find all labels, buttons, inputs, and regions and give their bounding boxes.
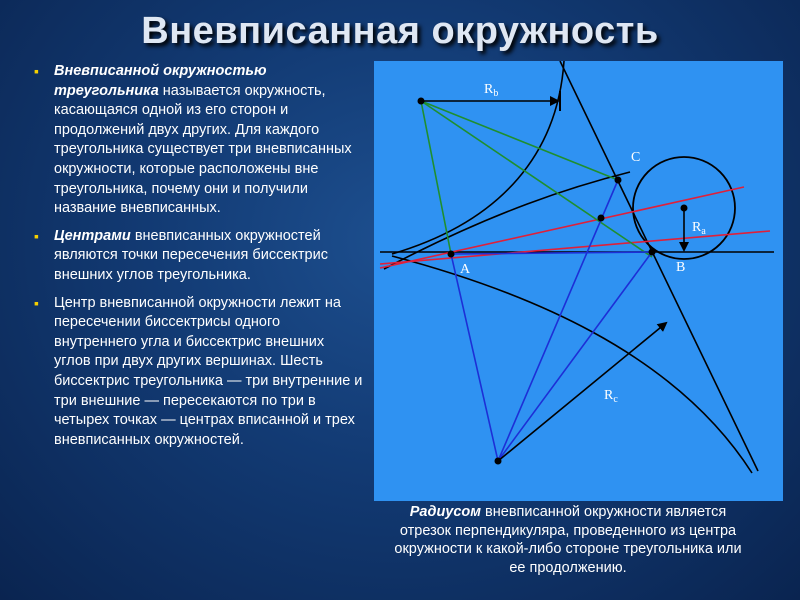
caption-term: Радиусом (409, 504, 482, 520)
label-c: C (631, 150, 641, 165)
diagram-panel (374, 61, 783, 501)
radius-c-arrow (498, 323, 666, 461)
label-a: A (460, 262, 471, 277)
bullet-icon: ▪ (34, 294, 39, 311)
point-incenter (598, 215, 605, 222)
definition-term: Вневписанной окружностью треугольника (54, 63, 267, 99)
centers-term: Центрами (54, 227, 131, 244)
point-rb-center (418, 98, 425, 105)
point-c (615, 177, 622, 184)
red-bisector-1 (380, 187, 744, 268)
caption-body: вневписанной окружности является отрезок перпендикуляра, проведенного из центра окружности к какой-либо стороне треугольника или ее продолжению. (394, 504, 742, 576)
paragraph-centers (34, 227, 364, 286)
point-ra-center (681, 205, 688, 212)
blue-line-1 (451, 254, 498, 461)
paragraph-definition (34, 62, 364, 219)
label-b: B (676, 260, 686, 275)
label-rc: $R_c$ (604, 388, 618, 405)
label-ra: $R_a$ (692, 220, 706, 237)
bullet-icon: ▪ (34, 63, 39, 79)
bullet-icon: ▪ (34, 227, 39, 244)
point-rc-center (495, 458, 502, 465)
centers-body: вневписанных окружностей являются точки пересечения биссектрис внешних углов треугольника. (54, 227, 328, 283)
radius-caption (388, 503, 748, 577)
excircle-b-arc (392, 61, 564, 254)
blue-line-3 (498, 252, 652, 461)
label-rb: $R_b$ (484, 82, 499, 99)
line-bc-extended (560, 61, 758, 471)
page-title: Вневписанная окружность (141, 10, 659, 52)
blue-line-2 (498, 180, 618, 461)
paragraph-center-location (34, 294, 364, 451)
green-bisector-1 (421, 101, 451, 254)
center-location-body: Центр вневписанной окружности лежит на пересечении биссектрисы одного внутреннего угла и биссектрис внешних углов при двух других вершинах. Шесть биссектрис треугольника — три внутренние и три внешние — пересекаются по три в четырех точках — центрах вписанной и трех вневписанных окружностей. (54, 294, 363, 448)
excircle-diagram (374, 61, 783, 501)
point-b (649, 249, 656, 256)
definition-body: называется окружность, касающаяся одной из его сторон и продолжений двух других. Для каждого треугольника существует три вневписанных окружности, которые расположены вне треугольника, почему они и получили название вневписанных. (54, 82, 352, 217)
definition-text-block (34, 62, 364, 458)
point-a (448, 251, 455, 258)
